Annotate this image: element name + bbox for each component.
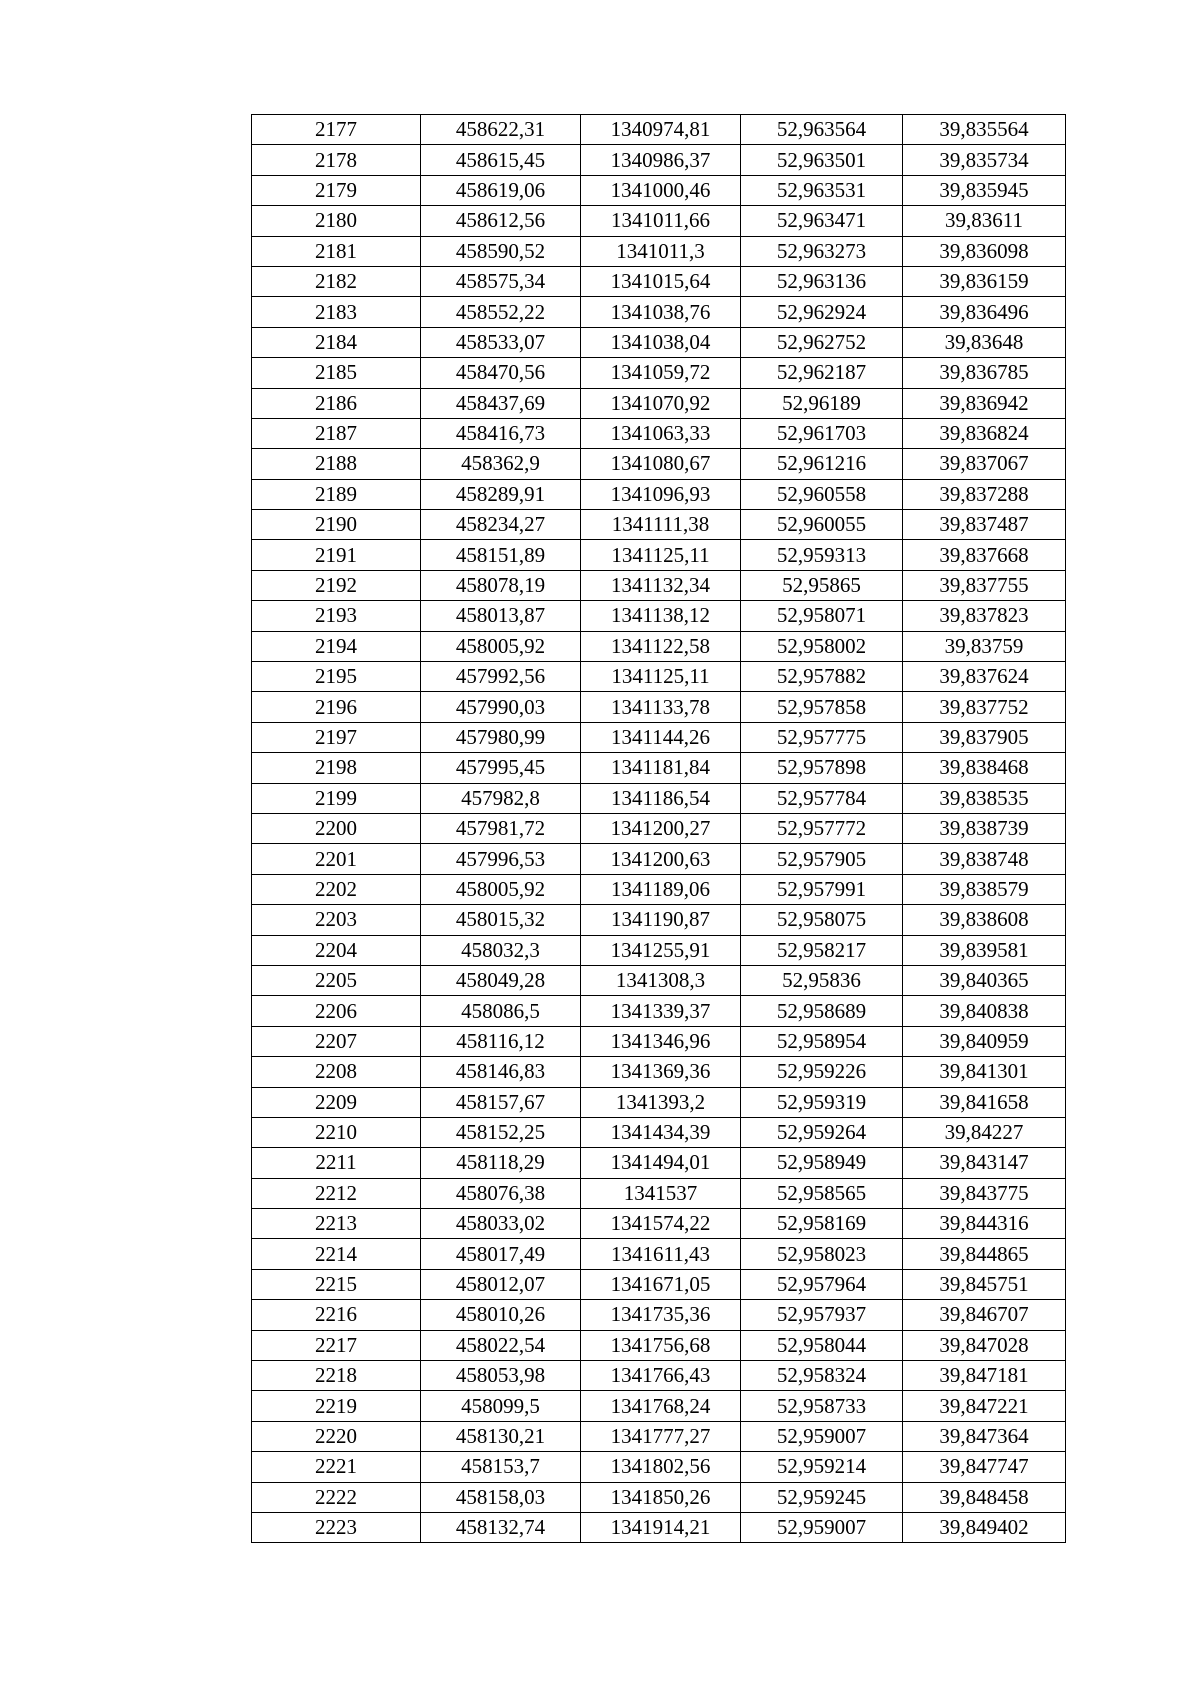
x-coordinate-cell: 458005,92 [421,874,581,904]
x-coordinate-cell: 458289,91 [421,479,581,509]
point-number-cell: 2198 [252,753,421,783]
latitude-cell: 52,958689 [741,996,903,1026]
longitude-cell: 39,843775 [903,1178,1066,1208]
latitude-cell: 52,957775 [741,722,903,752]
point-number-cell: 2215 [252,1269,421,1299]
x-coordinate-cell: 458416,73 [421,418,581,448]
longitude-cell: 39,838579 [903,874,1066,904]
y-coordinate-cell: 1341255,91 [581,935,741,965]
table-row [252,722,1066,752]
y-coordinate-cell: 1341011,66 [581,206,741,236]
point-number-cell: 2195 [252,662,421,692]
latitude-cell: 52,957784 [741,783,903,813]
y-coordinate-cell: 1341346,96 [581,1026,741,1056]
x-coordinate-cell: 458157,67 [421,1087,581,1117]
longitude-cell: 39,837624 [903,662,1066,692]
table-row [252,266,1066,296]
latitude-cell: 52,95836 [741,965,903,995]
longitude-cell: 39,847181 [903,1361,1066,1391]
x-coordinate-cell: 458619,06 [421,175,581,205]
longitude-cell: 39,84227 [903,1117,1066,1147]
y-coordinate-cell: 1341339,37 [581,996,741,1026]
table-row [252,418,1066,448]
x-coordinate-cell: 458575,34 [421,266,581,296]
table-row [252,1117,1066,1147]
latitude-cell: 52,958002 [741,631,903,661]
x-coordinate-cell: 458078,19 [421,570,581,600]
y-coordinate-cell: 1341015,64 [581,266,741,296]
longitude-cell: 39,836942 [903,388,1066,418]
longitude-cell: 39,838748 [903,844,1066,874]
y-coordinate-cell: 1341777,27 [581,1421,741,1451]
latitude-cell: 52,963531 [741,175,903,205]
longitude-cell: 39,840838 [903,996,1066,1026]
table-row [252,206,1066,236]
point-number-cell: 2177 [252,115,421,145]
x-coordinate-cell: 458146,83 [421,1057,581,1087]
point-number-cell: 2182 [252,266,421,296]
point-number-cell: 2205 [252,965,421,995]
y-coordinate-cell: 1341122,58 [581,631,741,661]
point-number-cell: 2204 [252,935,421,965]
point-number-cell: 2185 [252,358,421,388]
latitude-cell: 52,957882 [741,662,903,692]
x-coordinate-cell: 458017,49 [421,1239,581,1269]
latitude-cell: 52,959214 [741,1452,903,1482]
longitude-cell: 39,841658 [903,1087,1066,1117]
longitude-cell: 39,840365 [903,965,1066,995]
table-row [252,297,1066,327]
y-coordinate-cell: 1341096,93 [581,479,741,509]
point-number-cell: 2196 [252,692,421,722]
longitude-cell: 39,837067 [903,449,1066,479]
point-number-cell: 2216 [252,1300,421,1330]
point-number-cell: 2217 [252,1330,421,1360]
longitude-cell: 39,846707 [903,1300,1066,1330]
longitude-cell: 39,847747 [903,1452,1066,1482]
latitude-cell: 52,959245 [741,1482,903,1512]
point-number-cell: 2208 [252,1057,421,1087]
latitude-cell: 52,958949 [741,1148,903,1178]
longitude-cell: 39,845751 [903,1269,1066,1299]
x-coordinate-cell: 458130,21 [421,1421,581,1451]
y-coordinate-cell: 1341132,34 [581,570,741,600]
table-row [252,327,1066,357]
latitude-cell: 52,958217 [741,935,903,965]
point-number-cell: 2200 [252,813,421,843]
longitude-cell: 39,838608 [903,905,1066,935]
table-row [252,1148,1066,1178]
x-coordinate-cell: 458013,87 [421,601,581,631]
x-coordinate-cell: 458153,7 [421,1452,581,1482]
x-coordinate-cell: 458612,56 [421,206,581,236]
coordinates-table-body [252,115,1066,1543]
point-number-cell: 2181 [252,236,421,266]
table-row [252,844,1066,874]
point-number-cell: 2199 [252,783,421,813]
table-row [252,1391,1066,1421]
y-coordinate-cell: 1341038,76 [581,297,741,327]
table-row [252,783,1066,813]
latitude-cell: 52,957858 [741,692,903,722]
x-coordinate-cell: 458118,29 [421,1148,581,1178]
x-coordinate-cell: 458032,3 [421,935,581,965]
longitude-cell: 39,835734 [903,145,1066,175]
table-row [252,662,1066,692]
longitude-cell: 39,843147 [903,1148,1066,1178]
point-number-cell: 2186 [252,388,421,418]
point-number-cell: 2211 [252,1148,421,1178]
y-coordinate-cell: 1341070,92 [581,388,741,418]
latitude-cell: 52,957905 [741,844,903,874]
latitude-cell: 52,961216 [741,449,903,479]
table-row [252,631,1066,661]
point-number-cell: 2207 [252,1026,421,1056]
table-row [252,601,1066,631]
x-coordinate-cell: 458552,22 [421,297,581,327]
y-coordinate-cell: 1341200,27 [581,813,741,843]
latitude-cell: 52,958075 [741,905,903,935]
y-coordinate-cell: 1341011,3 [581,236,741,266]
latitude-cell: 52,958565 [741,1178,903,1208]
latitude-cell: 52,958169 [741,1209,903,1239]
x-coordinate-cell: 458152,25 [421,1117,581,1147]
point-number-cell: 2194 [252,631,421,661]
x-coordinate-cell: 458076,38 [421,1178,581,1208]
longitude-cell: 39,839581 [903,935,1066,965]
latitude-cell: 52,963136 [741,266,903,296]
table-row [252,874,1066,904]
table-row [252,570,1066,600]
point-number-cell: 2197 [252,722,421,752]
longitude-cell: 39,836824 [903,418,1066,448]
longitude-cell: 39,837487 [903,510,1066,540]
point-number-cell: 2223 [252,1512,421,1542]
point-number-cell: 2210 [252,1117,421,1147]
x-coordinate-cell: 458533,07 [421,327,581,357]
table-row [252,388,1066,418]
longitude-cell: 39,836785 [903,358,1066,388]
longitude-cell: 39,837752 [903,692,1066,722]
point-number-cell: 2180 [252,206,421,236]
longitude-cell: 39,838739 [903,813,1066,843]
latitude-cell: 52,957991 [741,874,903,904]
latitude-cell: 52,95865 [741,570,903,600]
table-row [252,1178,1066,1208]
latitude-cell: 52,96189 [741,388,903,418]
table-row [252,1269,1066,1299]
table-row [252,1209,1066,1239]
table-row [252,996,1066,1026]
table-row [252,1026,1066,1056]
table-row [252,449,1066,479]
point-number-cell: 2219 [252,1391,421,1421]
point-number-cell: 2214 [252,1239,421,1269]
table-row [252,115,1066,145]
table-row [252,1087,1066,1117]
table-row [252,1421,1066,1451]
longitude-cell: 39,837288 [903,479,1066,509]
latitude-cell: 52,963501 [741,145,903,175]
y-coordinate-cell: 1341144,26 [581,722,741,752]
point-number-cell: 2201 [252,844,421,874]
table-row [252,1512,1066,1542]
y-coordinate-cell: 1341537 [581,1178,741,1208]
longitude-cell: 39,838535 [903,783,1066,813]
longitude-cell: 39,83611 [903,206,1066,236]
y-coordinate-cell: 1340986,37 [581,145,741,175]
latitude-cell: 52,957898 [741,753,903,783]
y-coordinate-cell: 1341434,39 [581,1117,741,1147]
y-coordinate-cell: 1341186,54 [581,783,741,813]
latitude-cell: 52,960055 [741,510,903,540]
y-coordinate-cell: 1341181,84 [581,753,741,783]
latitude-cell: 52,963471 [741,206,903,236]
table-row [252,479,1066,509]
latitude-cell: 52,959226 [741,1057,903,1087]
x-coordinate-cell: 458005,92 [421,631,581,661]
table-row [252,1330,1066,1360]
x-coordinate-cell: 458033,02 [421,1209,581,1239]
longitude-cell: 39,836098 [903,236,1066,266]
y-coordinate-cell: 1341611,43 [581,1239,741,1269]
y-coordinate-cell: 1341756,68 [581,1330,741,1360]
longitude-cell: 39,835564 [903,115,1066,145]
longitude-cell: 39,837905 [903,722,1066,752]
x-coordinate-cell: 457980,99 [421,722,581,752]
latitude-cell: 52,959319 [741,1087,903,1117]
table-row [252,1057,1066,1087]
x-coordinate-cell: 458132,74 [421,1512,581,1542]
point-number-cell: 2178 [252,145,421,175]
y-coordinate-cell: 1341574,22 [581,1209,741,1239]
latitude-cell: 52,957772 [741,813,903,843]
point-number-cell: 2190 [252,510,421,540]
x-coordinate-cell: 458053,98 [421,1361,581,1391]
longitude-cell: 39,837823 [903,601,1066,631]
table-row [252,692,1066,722]
table-row [252,905,1066,935]
longitude-cell: 39,835945 [903,175,1066,205]
point-number-cell: 2179 [252,175,421,205]
longitude-cell: 39,837668 [903,540,1066,570]
y-coordinate-cell: 1341125,11 [581,540,741,570]
x-coordinate-cell: 457996,53 [421,844,581,874]
x-coordinate-cell: 458615,45 [421,145,581,175]
latitude-cell: 52,960558 [741,479,903,509]
x-coordinate-cell: 458010,26 [421,1300,581,1330]
latitude-cell: 52,963564 [741,115,903,145]
longitude-cell: 39,849402 [903,1512,1066,1542]
table-row [252,1361,1066,1391]
table-row [252,753,1066,783]
x-coordinate-cell: 458099,5 [421,1391,581,1421]
y-coordinate-cell: 1341768,24 [581,1391,741,1421]
y-coordinate-cell: 1341190,87 [581,905,741,935]
latitude-cell: 52,958071 [741,601,903,631]
longitude-cell: 39,844316 [903,1209,1066,1239]
point-number-cell: 2202 [252,874,421,904]
table-row [252,540,1066,570]
point-number-cell: 2206 [252,996,421,1026]
x-coordinate-cell: 457981,72 [421,813,581,843]
x-coordinate-cell: 458012,07 [421,1269,581,1299]
x-coordinate-cell: 458362,9 [421,449,581,479]
point-number-cell: 2218 [252,1361,421,1391]
latitude-cell: 52,959264 [741,1117,903,1147]
longitude-cell: 39,841301 [903,1057,1066,1087]
point-number-cell: 2193 [252,601,421,631]
x-coordinate-cell: 458622,31 [421,115,581,145]
x-coordinate-cell: 458590,52 [421,236,581,266]
y-coordinate-cell: 1341133,78 [581,692,741,722]
x-coordinate-cell: 457992,56 [421,662,581,692]
longitude-cell: 39,83759 [903,631,1066,661]
latitude-cell: 52,958954 [741,1026,903,1056]
y-coordinate-cell: 1341000,46 [581,175,741,205]
table-row [252,145,1066,175]
point-number-cell: 2213 [252,1209,421,1239]
y-coordinate-cell: 1341308,3 [581,965,741,995]
point-number-cell: 2189 [252,479,421,509]
x-coordinate-cell: 458470,56 [421,358,581,388]
y-coordinate-cell: 1341038,04 [581,327,741,357]
y-coordinate-cell: 1341125,11 [581,662,741,692]
latitude-cell: 52,963273 [741,236,903,266]
latitude-cell: 52,962187 [741,358,903,388]
latitude-cell: 52,959007 [741,1421,903,1451]
y-coordinate-cell: 1341766,43 [581,1361,741,1391]
table-row [252,175,1066,205]
point-number-cell: 2191 [252,540,421,570]
latitude-cell: 52,962924 [741,297,903,327]
y-coordinate-cell: 1341063,33 [581,418,741,448]
table-row [252,1300,1066,1330]
y-coordinate-cell: 1341369,36 [581,1057,741,1087]
latitude-cell: 52,959313 [741,540,903,570]
x-coordinate-cell: 457990,03 [421,692,581,722]
y-coordinate-cell: 1341138,12 [581,601,741,631]
x-coordinate-cell: 458015,32 [421,905,581,935]
x-coordinate-cell: 458234,27 [421,510,581,540]
point-number-cell: 2221 [252,1452,421,1482]
point-number-cell: 2212 [252,1178,421,1208]
x-coordinate-cell: 458158,03 [421,1482,581,1512]
y-coordinate-cell: 1341735,36 [581,1300,741,1330]
x-coordinate-cell: 458437,69 [421,388,581,418]
table-row [252,510,1066,540]
latitude-cell: 52,962752 [741,327,903,357]
y-coordinate-cell: 1341200,63 [581,844,741,874]
table-row [252,1239,1066,1269]
x-coordinate-cell: 458116,12 [421,1026,581,1056]
y-coordinate-cell: 1341914,21 [581,1512,741,1542]
point-number-cell: 2188 [252,449,421,479]
latitude-cell: 52,958733 [741,1391,903,1421]
point-number-cell: 2203 [252,905,421,935]
longitude-cell: 39,847221 [903,1391,1066,1421]
table-row [252,965,1066,995]
longitude-cell: 39,847364 [903,1421,1066,1451]
y-coordinate-cell: 1340974,81 [581,115,741,145]
x-coordinate-cell: 457995,45 [421,753,581,783]
longitude-cell: 39,836159 [903,266,1066,296]
y-coordinate-cell: 1341059,72 [581,358,741,388]
point-number-cell: 2209 [252,1087,421,1117]
y-coordinate-cell: 1341850,26 [581,1482,741,1512]
x-coordinate-cell: 458049,28 [421,965,581,995]
table-row [252,935,1066,965]
x-coordinate-cell: 458151,89 [421,540,581,570]
point-number-cell: 2184 [252,327,421,357]
y-coordinate-cell: 1341111,38 [581,510,741,540]
y-coordinate-cell: 1341189,06 [581,874,741,904]
point-number-cell: 2183 [252,297,421,327]
latitude-cell: 52,958044 [741,1330,903,1360]
longitude-cell: 39,848458 [903,1482,1066,1512]
latitude-cell: 52,959007 [741,1512,903,1542]
table-row [252,1482,1066,1512]
point-number-cell: 2222 [252,1482,421,1512]
longitude-cell: 39,847028 [903,1330,1066,1360]
longitude-cell: 39,838468 [903,753,1066,783]
point-number-cell: 2192 [252,570,421,600]
latitude-cell: 52,961703 [741,418,903,448]
longitude-cell: 39,83648 [903,327,1066,357]
longitude-cell: 39,836496 [903,297,1066,327]
latitude-cell: 52,957964 [741,1269,903,1299]
coordinates-table [251,114,1066,1543]
longitude-cell: 39,837755 [903,570,1066,600]
y-coordinate-cell: 1341671,05 [581,1269,741,1299]
longitude-cell: 39,844865 [903,1239,1066,1269]
y-coordinate-cell: 1341080,67 [581,449,741,479]
y-coordinate-cell: 1341494,01 [581,1148,741,1178]
x-coordinate-cell: 458086,5 [421,996,581,1026]
table-row [252,236,1066,266]
x-coordinate-cell: 458022,54 [421,1330,581,1360]
latitude-cell: 52,958023 [741,1239,903,1269]
table-row [252,813,1066,843]
table-row [252,1452,1066,1482]
y-coordinate-cell: 1341393,2 [581,1087,741,1117]
y-coordinate-cell: 1341802,56 [581,1452,741,1482]
longitude-cell: 39,840959 [903,1026,1066,1056]
x-coordinate-cell: 457982,8 [421,783,581,813]
point-number-cell: 2187 [252,418,421,448]
table-row [252,358,1066,388]
latitude-cell: 52,957937 [741,1300,903,1330]
point-number-cell: 2220 [252,1421,421,1451]
latitude-cell: 52,958324 [741,1361,903,1391]
